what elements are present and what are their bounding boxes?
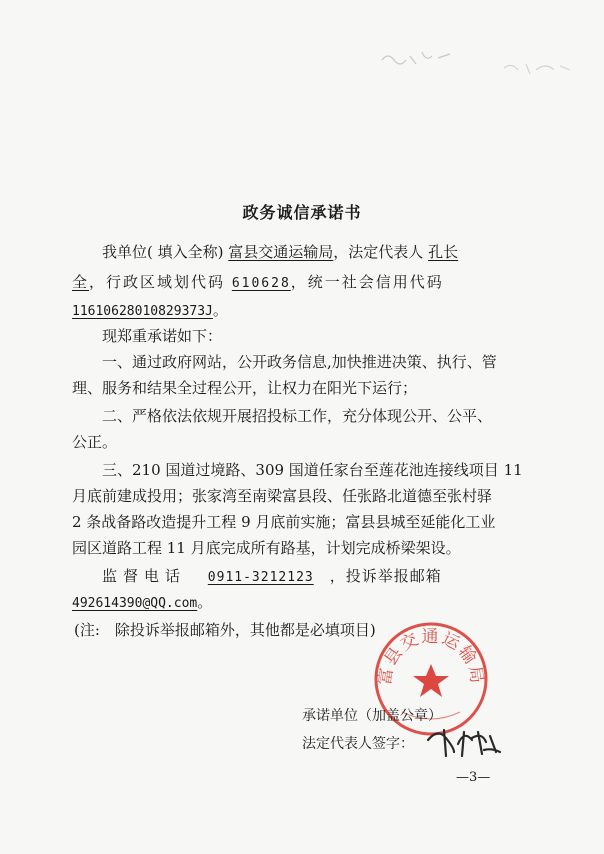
- item3-line3: 2 条战备路改造提升工程 9 月底前实施；富县县城至延能化工业: [72, 513, 496, 531]
- item1-line1: 一、通过政府网站，公开政务信息,加快推进决策、执行、管: [102, 353, 497, 371]
- note-text: (注: 除投诉举报邮箱外，其他都是必填项目): [74, 621, 376, 639]
- unit-name-value: 富县交通运输局: [228, 243, 334, 261]
- item2-line1: 二、严格依法依规开展招投标工作，充分体现公开、公平、: [102, 407, 493, 425]
- item3-line1: 三、210 国道过境路、309 国道任家台至莲花池连接线项目 11: [102, 461, 523, 479]
- item3-line2: 月底前建成投用；张家湾至南梁富县段、任张路北道德至张村驿: [72, 487, 493, 505]
- sign-unit-label: 承诺单位（加盖公章）: [302, 708, 442, 724]
- complaint-email-value: 492614390@QQ.com: [72, 596, 198, 611]
- credit-code-value: 11610628010829373J: [72, 304, 213, 319]
- scan-artifact-icon: [380, 46, 460, 70]
- paragraph-unit-line1: [102, 242, 532, 262]
- intro-text: 现郑重承诺如下：: [102, 327, 223, 345]
- handwritten-signature-icon: [424, 722, 506, 760]
- supervise-line: [102, 566, 562, 588]
- region-code-value: 610628: [231, 276, 291, 291]
- paragraph-unit-line3: [72, 300, 532, 322]
- rep-label: ，法定代表人: [333, 243, 424, 261]
- paragraph-unit-line2: [72, 272, 532, 294]
- document-title: 政务诚信承诺书: [242, 203, 362, 222]
- item2-line2: 公正。: [72, 433, 118, 451]
- complaint-email-label: ，投诉举报邮箱: [329, 567, 442, 585]
- credit-code-label: ，统一社会信用代码: [290, 273, 444, 291]
- item3-line4: 园区道路工程 11 月底完成所有路基，计划完成桥梁架设。: [72, 539, 461, 557]
- svg-text:富县交通运输局: 富县交通运输局: [375, 627, 487, 687]
- supervise-phone-value: 0911-3212123: [207, 570, 314, 585]
- sign-rep-label: 法定代表人签字：: [302, 736, 414, 752]
- rep-name-value-part2: 全: [72, 273, 90, 291]
- complaint-email-line: [72, 592, 532, 614]
- para1-end: 。: [212, 301, 228, 319]
- supervise-phone-label: 监督电话: [102, 567, 187, 585]
- region-code-label: ，行政区域划代码: [89, 273, 226, 291]
- rep-name-value-part1: 孔长: [428, 243, 459, 261]
- item1-line2: 理、服务和结果全过程公开，让权力在阳光下运行；: [72, 379, 418, 397]
- complaint-email-end: 。: [197, 593, 213, 611]
- page-number: —3—: [456, 770, 491, 785]
- scan-artifact-icon: [500, 56, 580, 80]
- unit-lead-label: 我单位( 填入全称): [102, 243, 224, 261]
